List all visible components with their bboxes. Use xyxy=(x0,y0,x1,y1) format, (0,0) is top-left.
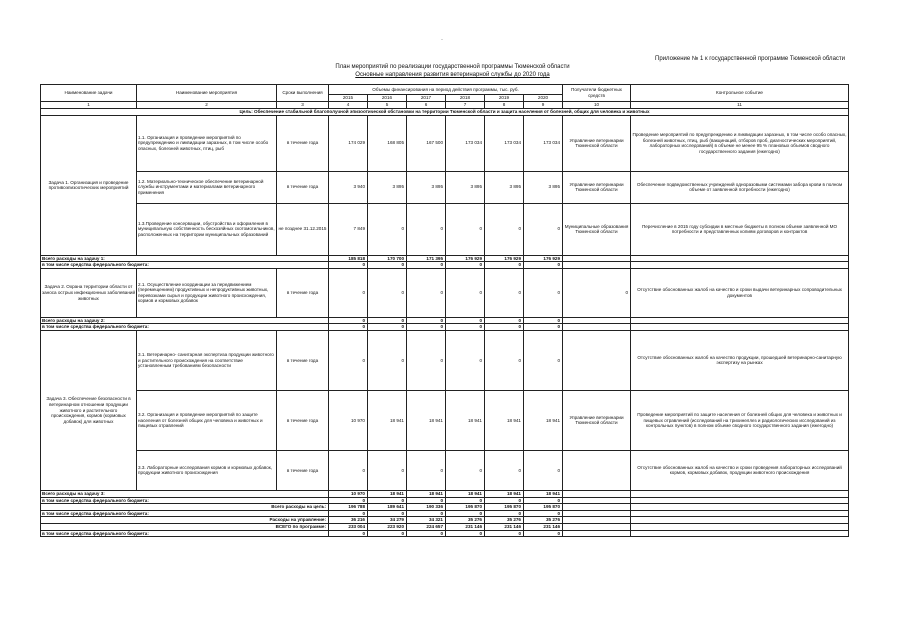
task-name: Задача 1. Организация и проведение противоэпизоотических мероприятий xyxy=(41,115,137,255)
measure-row xyxy=(41,268,849,317)
recipient xyxy=(563,450,631,490)
task-federal-value: 0 xyxy=(329,324,368,331)
funding-value: 3 940 xyxy=(329,171,368,203)
header-recipient: Получатели бюджетных средств xyxy=(563,85,631,102)
summary-row xyxy=(41,504,849,511)
funding-value: 0 xyxy=(485,203,524,255)
task-federal-value: 0 xyxy=(407,324,446,331)
funding-value: 173 034 xyxy=(485,115,524,171)
funding-value: 18 941 xyxy=(485,390,524,450)
task-total-value: 171 395 xyxy=(407,255,446,262)
task-total-value: 18 941 xyxy=(368,490,407,497)
summary-label: в том числе средства федерального бюджета: xyxy=(41,510,329,517)
measure-name: 3.1. Ветеринарно- санитарная экспертиза продукции животного и растительного происхождения на соответствие установленным требованиям безопасности xyxy=(137,330,277,390)
task-federal-value: 0 xyxy=(329,262,368,269)
summary-value: 0 xyxy=(368,530,407,537)
control-event: Отсутствие обоснованных жалоб на качество и сроки проведения лабораторных исследований кормов, кормовых добавок, продукции животного происхождения xyxy=(631,450,849,490)
empty-cell xyxy=(631,510,849,517)
summary-value: 223 920 xyxy=(368,523,407,530)
funding-value: 0 xyxy=(329,268,368,317)
column-number: 8 xyxy=(485,102,524,109)
measure-name: 3.2. Организация и проведение мероприятий по защите населения от болезней общих для человека и животных и пищевых отравлений xyxy=(137,390,277,450)
empty-cell xyxy=(563,510,631,517)
measure-term: не позднее 31.12.2015 xyxy=(277,203,329,255)
funding-value: 0 xyxy=(407,330,446,390)
task-total-value: 10 970 xyxy=(329,490,368,497)
plan-table xyxy=(40,84,849,537)
recipient xyxy=(563,330,631,390)
task-total-label: Всего расходы на задачу 1: xyxy=(41,255,329,262)
funding-value: 3 895 xyxy=(446,171,485,203)
empty-cell xyxy=(631,530,849,537)
task-federal-row xyxy=(41,262,849,269)
measure-name: 1.1. Организация и проведение мероприятий по предупреждению и ликвидации заразных, в том числе особо опасных, болезней животных, птиц, рыб xyxy=(137,115,277,171)
summary-value: 0 xyxy=(524,510,563,517)
funding-value: 0 xyxy=(524,450,563,490)
empty-cell xyxy=(563,497,631,504)
task-federal-value: 0 xyxy=(329,497,368,504)
funding-value: 0 xyxy=(368,268,407,317)
control-event: Отсутствие обоснованных жалоб на качество продукции, прошедшей ветеринарно-санитарную экспертизу на рынках xyxy=(631,330,849,390)
funding-value: 18 941 xyxy=(407,390,446,450)
funding-value: 0 xyxy=(407,203,446,255)
funding-value: 18 941 xyxy=(446,390,485,450)
task-total-value: 185 818 xyxy=(329,255,368,262)
summary-value: 36 216 xyxy=(329,517,368,524)
empty-cell xyxy=(563,517,631,524)
task-federal-value: 0 xyxy=(524,262,563,269)
summary-value: 34 279 xyxy=(368,517,407,524)
header-task: Наименование задачи xyxy=(41,85,137,102)
summary-value: 0 xyxy=(446,510,485,517)
funding-value: 0 xyxy=(446,203,485,255)
header-year: 2020 xyxy=(524,95,563,102)
control-event: Проведение мероприятий по защите населения от болезней общих для человека и животных и пищевых отравлений (исследований на трихинеллез и радиологических исследований из контрольных пунктов) в полном объеме сводного государственного задания (ежегодно) xyxy=(631,390,849,450)
task-federal-value: 0 xyxy=(407,497,446,504)
column-number: 9 xyxy=(524,102,563,109)
measure-term: в течение года xyxy=(277,450,329,490)
task-total-value: 170 700 xyxy=(368,255,407,262)
summary-value: 231 146 xyxy=(524,523,563,530)
recipient: 0 xyxy=(563,268,631,317)
empty-cell xyxy=(563,530,631,537)
column-number: 7 xyxy=(446,102,485,109)
task-federal-label: в том числе средства федерального бюджета: xyxy=(41,497,329,504)
summary-row xyxy=(41,530,849,537)
funding-value: 0 xyxy=(368,330,407,390)
funding-value: 0 xyxy=(446,268,485,317)
funding-value: 0 xyxy=(407,450,446,490)
header-measure: Наименование мероприятия xyxy=(137,85,277,102)
funding-value: 168 805 xyxy=(368,115,407,171)
document-subtitle: Основные направления развития ветеринарной службы до 2020 года xyxy=(355,72,550,78)
recipient: Муниципальные образования Тюменской области xyxy=(563,203,631,255)
task-total-value: 0 xyxy=(329,317,368,324)
task-total-value: 0 xyxy=(407,317,446,324)
measure-term: в течение года xyxy=(277,268,329,317)
empty-cell xyxy=(631,523,849,530)
measure-row xyxy=(41,330,849,390)
task-total-row xyxy=(41,490,849,497)
task-total-value: 0 xyxy=(446,317,485,324)
task-federal-label: в том числе средства федерального бюджета: xyxy=(41,262,329,269)
funding-value: 0 xyxy=(524,268,563,317)
summary-value: 195 870 xyxy=(524,504,563,511)
measure-row xyxy=(41,171,849,203)
funding-value: 10 970 xyxy=(329,390,368,450)
summary-value: 189 641 xyxy=(368,504,407,511)
task-total-value: 0 xyxy=(485,317,524,324)
empty-cell xyxy=(631,517,849,524)
task-total-value: 176 929 xyxy=(485,255,524,262)
goal-row: Цель: Обеспечение стабильной благополучной эпизоотической обстановки на территории Тюменской области и защита населения от болезней, общих для человека и животных xyxy=(41,108,849,115)
summary-value: 0 xyxy=(368,510,407,517)
empty-cell xyxy=(563,504,631,511)
empty-cell xyxy=(631,490,849,497)
funding-value: 0 xyxy=(368,450,407,490)
summary-value: 34 321 xyxy=(407,517,446,524)
summary-label: в том числе средства федерального бюджета: xyxy=(41,530,329,537)
summary-value: 35 276 xyxy=(446,517,485,524)
measure-row xyxy=(41,450,849,490)
task-total-row xyxy=(41,255,849,262)
recipient: Управление ветеринарии Тюменской области xyxy=(563,390,631,450)
funding-value: 173 034 xyxy=(524,115,563,171)
task-federal-row xyxy=(41,324,849,331)
control-event: Перечисление в 2015 году субсидии в местные бюджеты в полном объеме заявленной МО потребности и представленных копиям договоров и контрактов xyxy=(631,203,849,255)
empty-cell xyxy=(563,490,631,497)
recipient: Управление ветеринарии Тюменской области xyxy=(563,171,631,203)
summary-label: Всего расходы на цель: xyxy=(41,504,329,511)
funding-value: 0 xyxy=(485,450,524,490)
task-total-row xyxy=(41,317,849,324)
task-federal-value: 0 xyxy=(524,497,563,504)
task-federal-value: 0 xyxy=(407,262,446,269)
empty-cell xyxy=(631,255,849,262)
funding-value: 3 895 xyxy=(368,171,407,203)
funding-value: 18 941 xyxy=(524,390,563,450)
column-number: 2 xyxy=(137,102,277,109)
summary-value: 196 788 xyxy=(329,504,368,511)
measure-term: в течение года xyxy=(277,390,329,450)
control-event: Обеспечение подведомственных учреждений одноразовыми системами забора крови в полном объеме от заявленной потребности (ежегодно) xyxy=(631,171,849,203)
summary-row xyxy=(41,510,849,517)
funding-value: 174 029 xyxy=(329,115,368,171)
scan-dot: · xyxy=(441,37,443,43)
empty-cell xyxy=(631,262,849,269)
empty-cell xyxy=(631,324,849,331)
column-number: 3 xyxy=(277,102,329,109)
funding-value: 0 xyxy=(329,450,368,490)
task-name: Задача 2. Охрана территории области от заноса острых инфекционных заболеваний животных xyxy=(41,268,137,317)
task-total-value: 0 xyxy=(368,317,407,324)
measure-name: 2.1. Осуществление координации за передвижением (перемещением) продуктивных и непродуктивных животных, перевозками сырья и продукции животного происхождения, кормов и кормовых добавок xyxy=(137,268,277,317)
empty-cell xyxy=(563,324,631,331)
measure-row xyxy=(41,115,849,171)
header-control: Контрольное событие xyxy=(631,85,849,102)
funding-value: 167 500 xyxy=(407,115,446,171)
measure-name: 1.3.Проведение консервации, обустройства и оформления в муниципальную собственность бесхозяйных скотомогильников, расположенных на территории муниципальных образований xyxy=(137,203,277,255)
empty-cell xyxy=(631,317,849,324)
summary-value: 195 870 xyxy=(485,504,524,511)
task-total-value: 176 929 xyxy=(446,255,485,262)
empty-cell xyxy=(563,262,631,269)
summary-value: 35 276 xyxy=(485,517,524,524)
task-federal-value: 0 xyxy=(446,497,485,504)
task-total-value: 176 929 xyxy=(524,255,563,262)
summary-value: 0 xyxy=(485,510,524,517)
summary-value: 233 004 xyxy=(329,523,368,530)
measure-term: в течение года xyxy=(277,330,329,390)
task-name: Задача 3. Обеспечение безопасности в ветеринарном отношении продукции животного и растительного происхождения, кормов (кормовых добавок) для животных xyxy=(41,330,137,490)
column-number: 11 xyxy=(631,102,849,109)
summary-label: ВСЕГО по программе: xyxy=(41,523,329,530)
task-federal-value: 0 xyxy=(485,497,524,504)
task-federal-value: 0 xyxy=(368,497,407,504)
recipient: Управление ветеринарии Тюменской области xyxy=(563,115,631,171)
summary-value: 0 xyxy=(407,530,446,537)
funding-value: 0 xyxy=(368,203,407,255)
header-year: 2019 xyxy=(485,95,524,102)
summary-value: 0 xyxy=(407,510,446,517)
measure-term: в течение года xyxy=(277,171,329,203)
funding-value: 7 849 xyxy=(329,203,368,255)
task-total-value: 18 941 xyxy=(407,490,446,497)
task-federal-label: в том числе средства федерального бюджета: xyxy=(41,324,329,331)
funding-value: 0 xyxy=(407,268,446,317)
summary-value: 0 xyxy=(485,530,524,537)
control-event: Отсутствие обоснованных жалоб на качество и сроки выдачи ветеринарных сопроводительных документов xyxy=(631,268,849,317)
summary-value: 0 xyxy=(329,510,368,517)
task-federal-value: 0 xyxy=(368,262,407,269)
task-total-value: 18 941 xyxy=(524,490,563,497)
empty-cell xyxy=(563,255,631,262)
task-total-label: Всего расходы на задачу 2: xyxy=(41,317,329,324)
column-number: 1 xyxy=(41,102,137,109)
funding-value: 173 034 xyxy=(446,115,485,171)
task-federal-row xyxy=(41,497,849,504)
empty-cell xyxy=(563,523,631,530)
funding-value: 3 895 xyxy=(485,171,524,203)
task-federal-value: 0 xyxy=(485,324,524,331)
summary-value: 35 276 xyxy=(524,517,563,524)
funding-value: 0 xyxy=(446,330,485,390)
control-event: Проведение мероприятий по предупреждению и ликвидации заразных, в том числе особо опасных, болезней животных, птиц, рыб (вакцинаций, отборов проб, диагностических мероприятий, лабораторных исследований) в объеме не менее 95 % плановых объемов сводного государственного задания (ежегодно) xyxy=(631,115,849,171)
summary-label: Расходы на управление: xyxy=(41,517,329,524)
column-number: 6 xyxy=(407,102,446,109)
empty-cell xyxy=(563,317,631,324)
summary-value: 231 146 xyxy=(446,523,485,530)
column-number: 4 xyxy=(329,102,368,109)
funding-value: 3 895 xyxy=(524,171,563,203)
funding-value: 0 xyxy=(446,450,485,490)
funding-value: 3 895 xyxy=(407,171,446,203)
column-number: 10 xyxy=(563,102,631,109)
measure-row xyxy=(41,203,849,255)
summary-value: 0 xyxy=(524,530,563,537)
summary-value: 224 657 xyxy=(407,523,446,530)
header-year: 2017 xyxy=(407,95,446,102)
measure-name: 3.3. Лабораторные исследования кормов и кормовых добавок, продукции животного происхождения xyxy=(137,450,277,490)
summary-value: 195 870 xyxy=(446,504,485,511)
task-federal-value: 0 xyxy=(446,324,485,331)
funding-value: 0 xyxy=(524,330,563,390)
appendix-note: Приложение № 1 к государственной программе Тюменской области xyxy=(655,56,845,62)
funding-value: 0 xyxy=(329,330,368,390)
measure-name: 1.2. Материально-техническое обеспечение ветеринарной службы инструментами и материалами ветеринарного применения xyxy=(137,171,277,203)
task-total-value: 0 xyxy=(524,317,563,324)
funding-value: 18 941 xyxy=(368,390,407,450)
summary-value: 0 xyxy=(329,530,368,537)
task-total-value: 18 941 xyxy=(485,490,524,497)
summary-value: 190 336 xyxy=(407,504,446,511)
header-year: 2016 xyxy=(368,95,407,102)
header-year: 2018 xyxy=(446,95,485,102)
column-number: 5 xyxy=(368,102,407,109)
task-federal-value: 0 xyxy=(524,324,563,331)
summary-value: 0 xyxy=(446,530,485,537)
summary-row xyxy=(41,523,849,530)
header-term: Сроки выполнения xyxy=(277,85,329,102)
task-federal-value: 0 xyxy=(368,324,407,331)
header-year: 2015 xyxy=(329,95,368,102)
empty-cell xyxy=(631,504,849,511)
funding-value: 0 xyxy=(485,330,524,390)
summary-value: 231 146 xyxy=(485,523,524,530)
summary-row xyxy=(41,517,849,524)
task-total-label: Всего расходы на задачу 3: xyxy=(41,490,329,497)
measure-term: в течение года xyxy=(277,115,329,171)
task-federal-value: 0 xyxy=(446,262,485,269)
funding-value: 0 xyxy=(485,268,524,317)
funding-value: 0 xyxy=(524,203,563,255)
measure-row xyxy=(41,390,849,450)
header-funding: Объемы финансирования на период действия программы, тыс. руб. xyxy=(329,85,563,95)
empty-cell xyxy=(631,497,849,504)
document-title: План мероприятий по реализации государственной программы Тюменской области xyxy=(335,64,570,70)
task-total-value: 18 941 xyxy=(446,490,485,497)
task-federal-value: 0 xyxy=(485,262,524,269)
